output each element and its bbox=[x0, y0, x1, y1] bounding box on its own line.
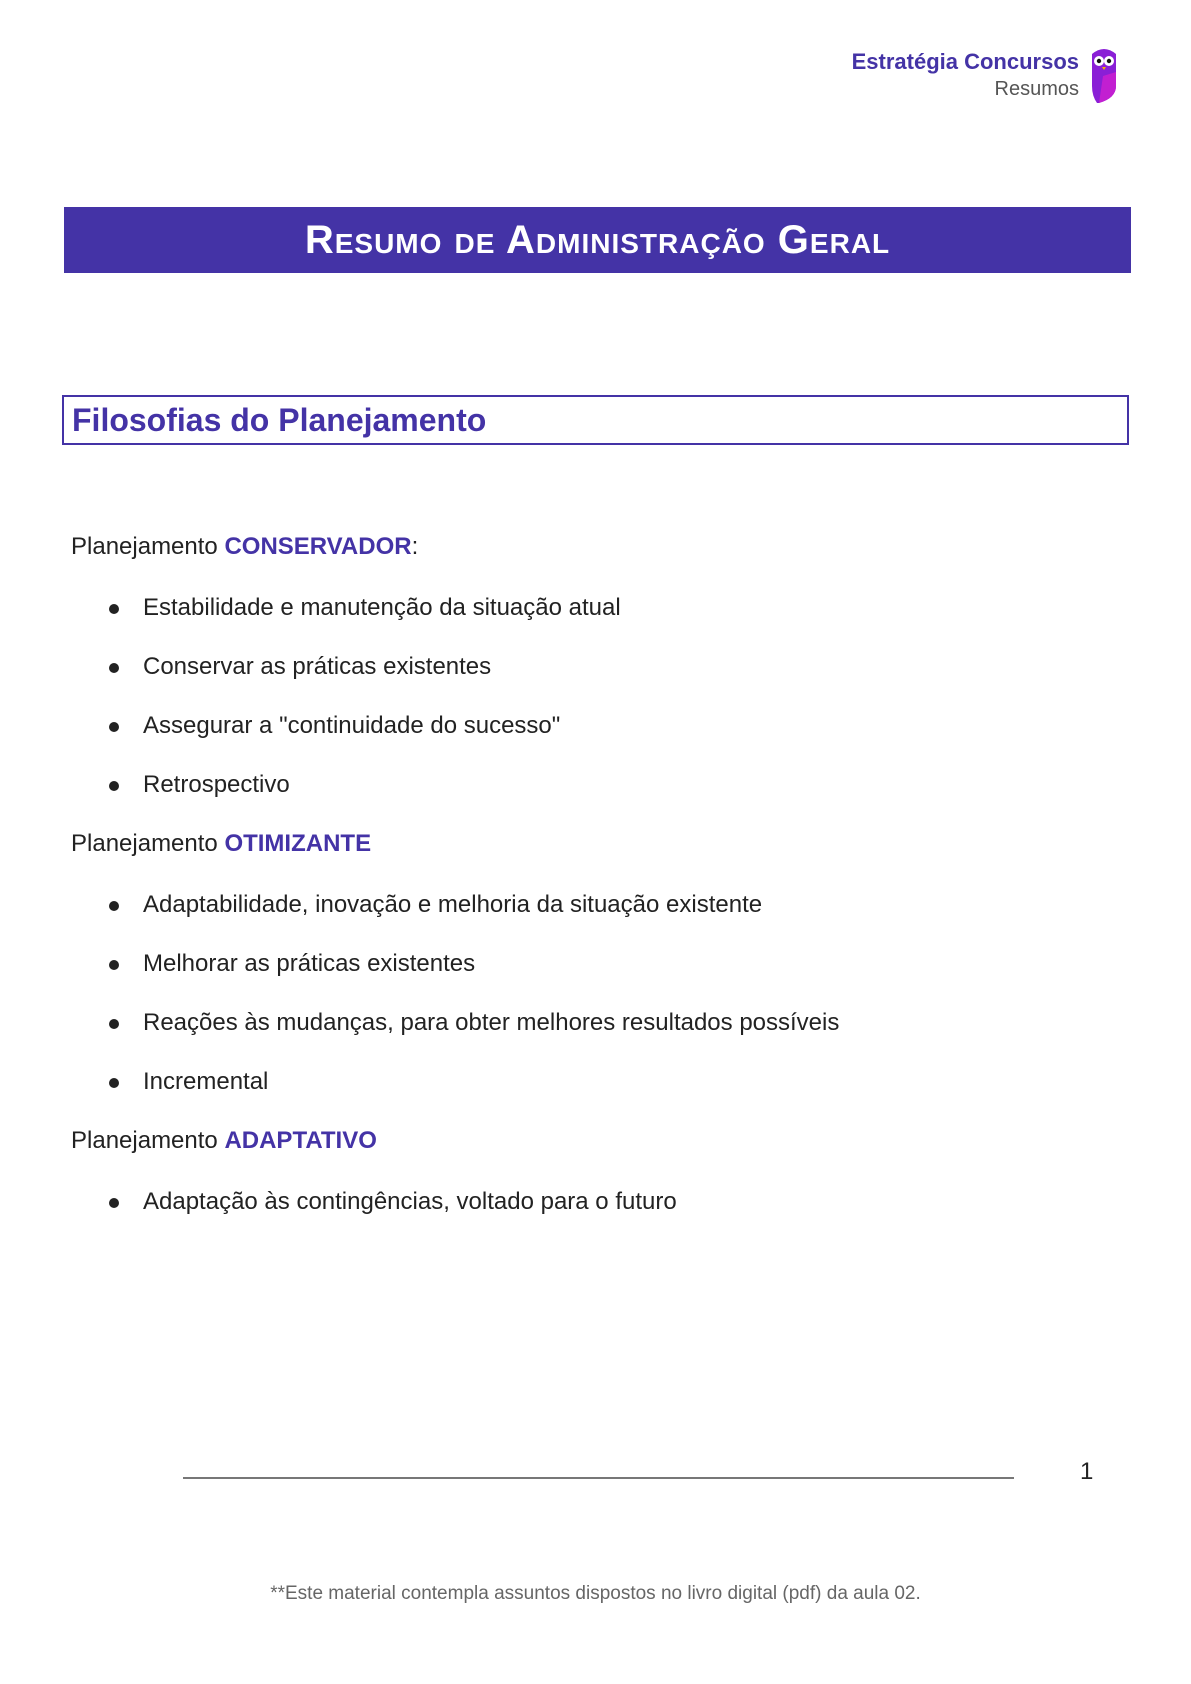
page-number: 1 bbox=[1080, 1458, 1094, 1485]
brand-logo-text bbox=[779, 48, 1079, 102]
group-prefix: Planejamento bbox=[71, 1127, 225, 1154]
bullet-list bbox=[71, 1185, 1111, 1219]
document-title: Resumo de Administração Geral bbox=[304, 217, 891, 262]
list-item: Melhorar as práticas existentes bbox=[71, 947, 1111, 981]
brand-subtitle: Resumos bbox=[994, 78, 1079, 100]
list-item: Reações às mudanças, para obter melhores resultados possíveis bbox=[71, 1006, 1111, 1040]
footer-divider bbox=[183, 1477, 1014, 1479]
group-title bbox=[71, 1124, 1111, 1158]
bullet-list bbox=[71, 888, 1111, 1099]
list-item: Retrospectivo bbox=[71, 768, 1111, 802]
owl-icon bbox=[1089, 46, 1119, 104]
group-keyword: CONSERVADOR bbox=[224, 533, 412, 560]
group-prefix: Planejamento bbox=[71, 830, 225, 857]
list-item: Conservar as práticas existentes bbox=[71, 650, 1111, 684]
group-title bbox=[71, 530, 1111, 564]
group-keyword: OTIMIZANTE bbox=[224, 830, 372, 857]
group-title bbox=[71, 827, 1111, 861]
list-item: Adaptação às contingências, voltado para o futuro bbox=[71, 1185, 1111, 1219]
list-item: Adaptabilidade, inovação e melhoria da situação existente bbox=[71, 888, 1111, 922]
bullet-list bbox=[71, 591, 1111, 802]
list-item: Assegurar a "continuidade do sucesso" bbox=[71, 709, 1111, 743]
title-banner bbox=[64, 207, 1131, 273]
brand-name: Estratégia Concursos bbox=[851, 49, 1079, 74]
group-keyword: ADAPTATIVO bbox=[224, 1127, 377, 1154]
list-item: Estabilidade e manutenção da situação atual bbox=[71, 591, 1111, 625]
list-item: Incremental bbox=[71, 1065, 1111, 1099]
group-prefix: Planejamento bbox=[71, 533, 225, 560]
group-suffix: : bbox=[411, 533, 419, 560]
section-heading: Filosofias do Planejamento bbox=[72, 401, 487, 438]
footnote: **Este material contempla assuntos dispostos no livro digital (pdf) da aula 02. bbox=[270, 1583, 921, 1604]
content bbox=[71, 530, 1111, 1244]
section-heading-box bbox=[62, 395, 1129, 445]
